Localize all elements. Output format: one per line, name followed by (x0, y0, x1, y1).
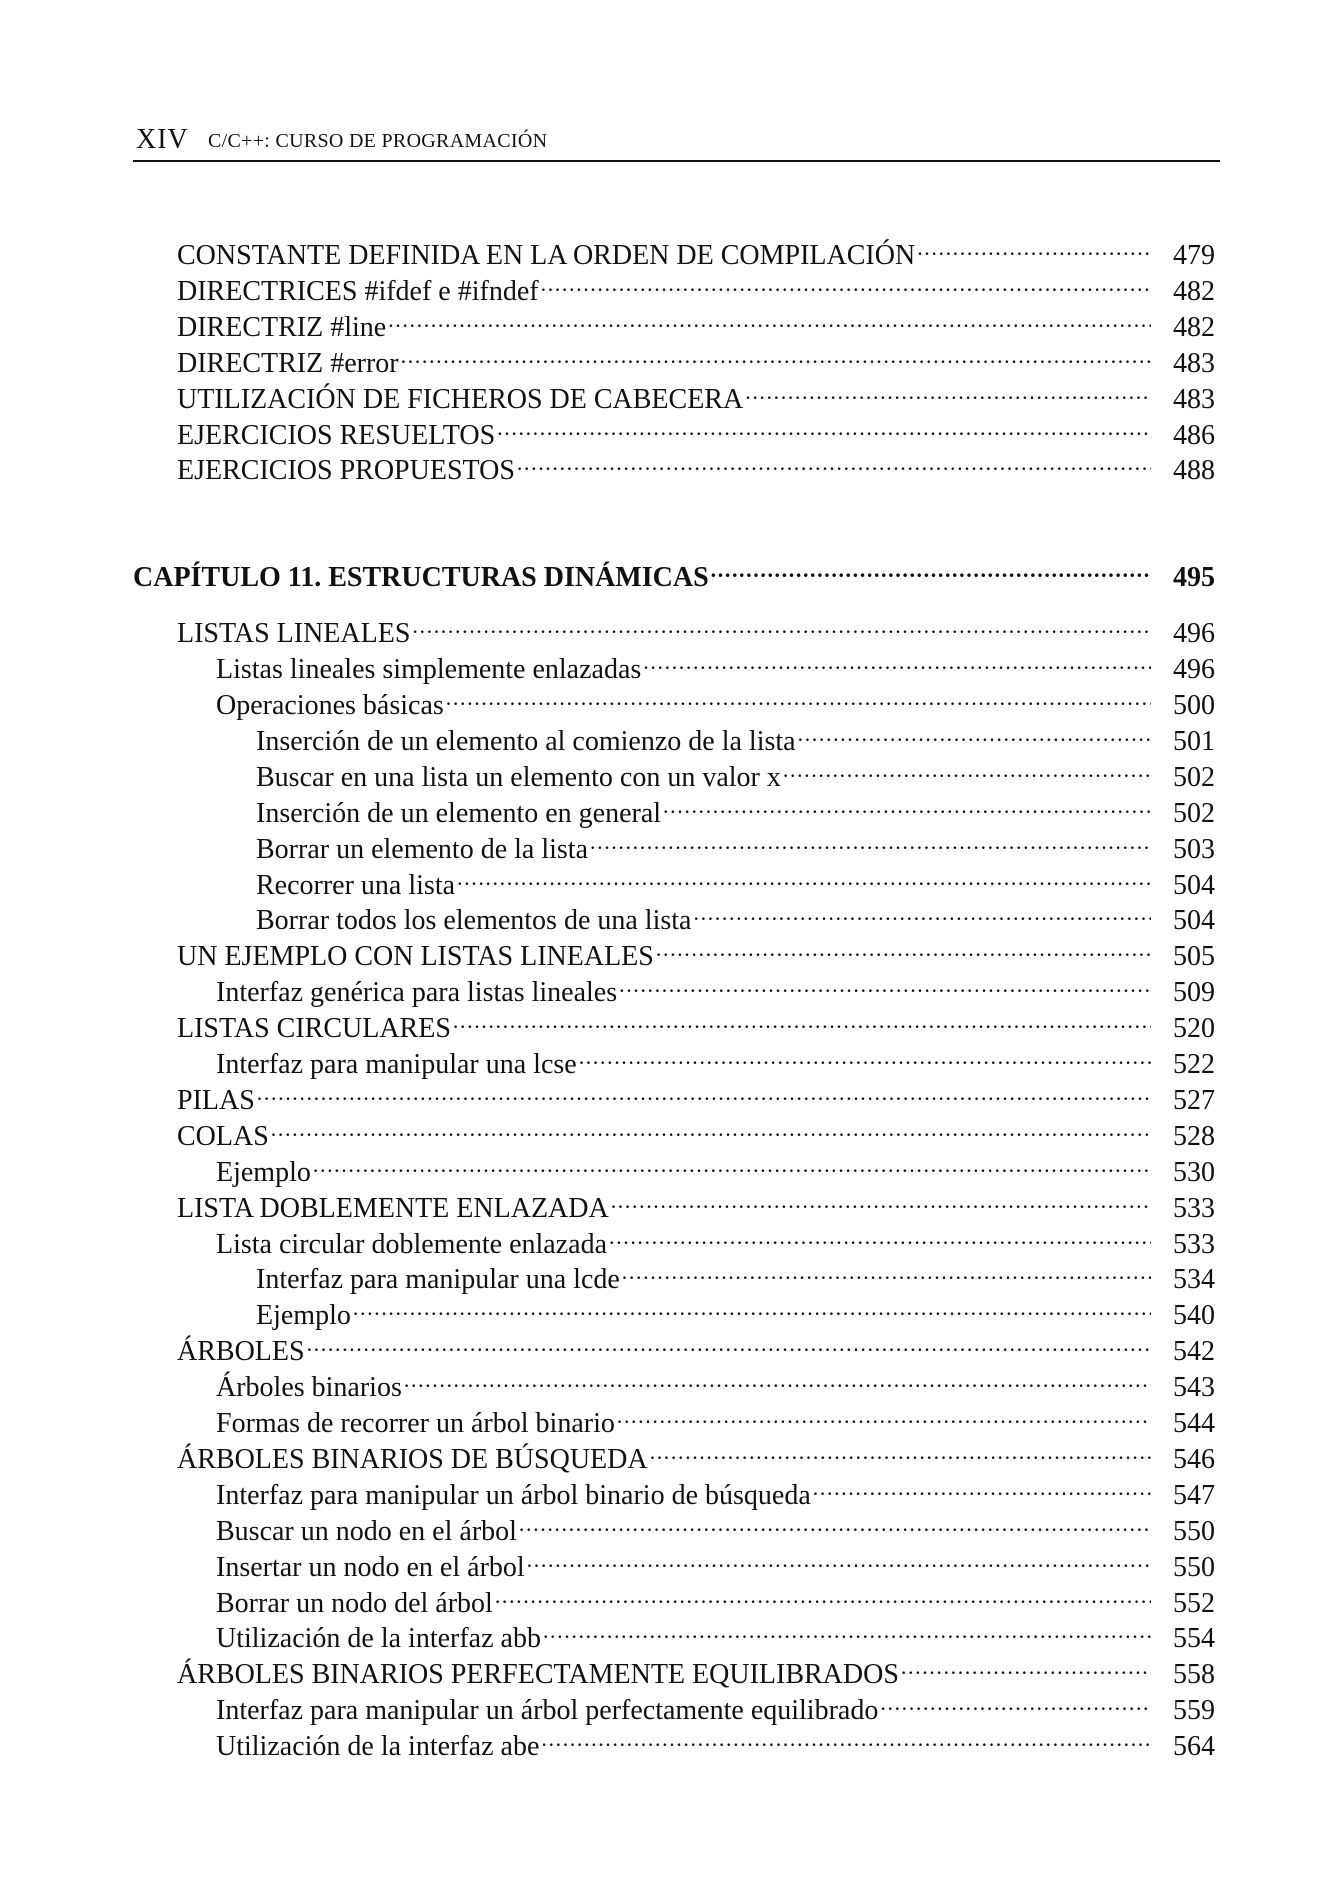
dot-leader (617, 1396, 1151, 1432)
dot-leader (497, 408, 1151, 444)
toc-entry (177, 228, 1215, 271)
toc-entry-page: 552 (1173, 1587, 1215, 1619)
toc-entry-title: Borrar un nodo del árbol (216, 1587, 493, 1619)
toc-entry-title: Borrar un elemento de la lista (256, 833, 588, 865)
toc-entry-page: 496 (1173, 618, 1215, 650)
toc-entry (216, 1719, 1215, 1763)
toc-entry (216, 642, 1215, 686)
toc-entry (216, 1504, 1215, 1547)
toc-entry-title: Interfaz para manipular un árbol perfectamente equilibrado (216, 1695, 879, 1727)
toc-entry-title: PILAS (177, 1084, 255, 1116)
dot-leader (453, 1001, 1151, 1037)
toc-entry (177, 1001, 1215, 1045)
toc-entry-title: Ejemplo (216, 1156, 311, 1188)
toc-entry (177, 606, 1215, 650)
toc-entry-title: Inserción de un elemento al comienzo de la lista (256, 725, 796, 757)
toc-entry-title: Formas de recorrer un árbol binario (216, 1408, 615, 1439)
toc-entry-title: EJERCICIOS RESUELTOS (177, 419, 496, 451)
dot-leader (798, 714, 1151, 750)
toc-entry-page: 486 (1173, 419, 1215, 451)
dot-leader (693, 893, 1151, 929)
dot-leader (656, 929, 1151, 965)
toc-entry-page: 520 (1173, 1013, 1215, 1045)
dot-leader (611, 1181, 1151, 1217)
toc-entry-page: 559 (1173, 1695, 1215, 1727)
dot-leader (643, 642, 1151, 678)
dot-leader (517, 443, 1151, 479)
toc-entry-page: 509 (1173, 977, 1215, 1009)
dot-leader (412, 606, 1151, 642)
toc-entry-page: 482 (1173, 311, 1215, 343)
toc-entry (216, 1611, 1215, 1655)
toc-entry-title: UN EJEMPLO CON LISTAS LINEALES (177, 941, 654, 973)
toc-entry-title: Ejemplo (256, 1300, 351, 1332)
toc-entry-page: 564 (1173, 1731, 1215, 1763)
toc-entry-page: 554 (1173, 1623, 1215, 1655)
dot-leader (388, 300, 1151, 336)
toc-entry-title: Interfaz genérica para listas lineales (216, 977, 618, 1009)
running-title: C/C++: CURSO DE PROGRAMACIÓN (208, 130, 548, 152)
toc-entry-page: 558 (1173, 1659, 1215, 1691)
toc-entry (177, 1647, 1215, 1691)
toc-entry-page: 504 (1173, 869, 1215, 901)
toc-entry-page: 502 (1173, 797, 1215, 829)
toc-entry-title: COLAS (177, 1120, 269, 1152)
toc-entry-page: 495 (1173, 562, 1215, 594)
toc-entry-title: CAPÍTULO 11. ESTRUCTURAS DINÁMICAS (133, 562, 709, 594)
toc-entry-page: 503 (1173, 833, 1215, 865)
dot-leader (711, 550, 1151, 586)
toc-entry-title: DIRECTRIZ #line (177, 311, 387, 343)
toc-entry-page: 534 (1173, 1264, 1215, 1296)
dot-leader (543, 1611, 1151, 1647)
toc-entry-page: 544 (1173, 1408, 1215, 1439)
toc-entry-page: 522 (1173, 1049, 1215, 1080)
toc-entry-title: Utilización de la interfaz abe (216, 1731, 540, 1763)
toc-entry-page: 547 (1173, 1479, 1215, 1511)
dot-leader (404, 1360, 1151, 1396)
toc-entry (216, 1468, 1215, 1511)
toc-entry-page: 528 (1173, 1120, 1215, 1152)
toc-entry-page: 483 (1173, 347, 1215, 379)
toc-entry-page: 488 (1173, 455, 1215, 487)
toc-entry (177, 1073, 1215, 1116)
dot-leader (880, 1683, 1151, 1719)
toc-entry-title: ÁRBOLES (177, 1336, 305, 1368)
toc-entry-title: Utilización de la interfaz abb (216, 1623, 541, 1655)
dot-leader (257, 1073, 1151, 1109)
dot-leader (457, 858, 1151, 894)
dot-leader (813, 1468, 1151, 1504)
dot-leader (901, 1647, 1151, 1683)
toc-entry-title: Interfaz para manipular una lcse (216, 1049, 577, 1080)
toc-entry-page: 533 (1173, 1228, 1215, 1260)
toc-entry-page: 550 (1173, 1515, 1215, 1547)
toc-entry-title: LISTA DOBLEMENTE ENLAZADA (177, 1192, 609, 1224)
dot-leader (541, 264, 1151, 300)
toc-entry-title: ÁRBOLES BINARIOS DE BÚSQUEDA (177, 1443, 648, 1475)
dot-leader (783, 750, 1151, 786)
toc-entry-title: ÁRBOLES BINARIOS PERFECTAMENTE EQUILIBRADOS (177, 1659, 899, 1691)
toc-entry-title: Borrar todos los elementos de una lista (256, 905, 692, 937)
toc-entry-title: Listas lineales simplemente enlazadas (216, 654, 642, 686)
dot-leader (622, 1252, 1151, 1288)
toc-entry-page: 479 (1173, 240, 1215, 271)
dot-leader (307, 1324, 1151, 1360)
toc-entry (177, 1181, 1215, 1224)
toc-entry-page: 482 (1173, 275, 1215, 307)
page-header (133, 118, 1220, 162)
toc-entry (177, 1324, 1215, 1368)
toc-entry (256, 786, 1215, 829)
chapter-heading (133, 550, 1215, 594)
toc-entry-page: 501 (1173, 725, 1215, 757)
toc-entry (177, 372, 1215, 415)
toc-entry (256, 893, 1215, 937)
toc-entry-title: LISTAS CIRCULARES (177, 1013, 451, 1045)
toc-entry (216, 1037, 1215, 1080)
toc-entry (216, 678, 1215, 721)
toc-entry-page: 530 (1173, 1156, 1215, 1188)
toc-entry (256, 1252, 1215, 1296)
dot-leader (579, 1037, 1151, 1073)
toc-entry-page: 543 (1173, 1372, 1215, 1404)
dot-leader (527, 1540, 1151, 1576)
toc-entry (216, 965, 1215, 1009)
toc-entry-page: 546 (1173, 1443, 1215, 1475)
toc-entry-title: Recorrer una lista (256, 869, 456, 901)
toc-entry (216, 1360, 1215, 1404)
dot-leader (917, 228, 1151, 264)
page-number: XIV (136, 124, 189, 155)
toc-entry-page: 527 (1173, 1084, 1215, 1116)
toc-entry-page: 483 (1173, 383, 1215, 415)
toc-entry-page: 505 (1173, 941, 1215, 973)
toc-entry (256, 822, 1215, 865)
toc-entry (216, 1217, 1215, 1260)
toc-entry-page: 496 (1173, 654, 1215, 686)
dot-leader (663, 786, 1151, 822)
toc-entry-title: Insertar un nodo en el árbol (216, 1551, 525, 1583)
dot-leader (650, 1432, 1151, 1468)
toc-entry-page: 542 (1173, 1336, 1215, 1368)
toc-entry-title: CONSTANTE DEFINIDA EN LA ORDEN DE COMPILACIÓN (177, 240, 916, 271)
toc-entry-page: 500 (1173, 690, 1215, 721)
toc-entry-page: 502 (1173, 761, 1215, 793)
toc-entry (216, 1396, 1215, 1439)
toc-entry (256, 714, 1215, 757)
toc-entry-page: 504 (1173, 905, 1215, 937)
dot-leader (495, 1576, 1151, 1612)
dot-leader (745, 372, 1151, 408)
dot-leader (353, 1288, 1151, 1324)
toc-entry-title: DIRECTRICES #ifdef e #ifndef (177, 275, 539, 307)
toc-entry-title: Interfaz para manipular un árbol binario de búsqueda (216, 1479, 811, 1511)
toc-entry (177, 336, 1215, 379)
dot-leader (541, 1719, 1151, 1755)
toc-entry (256, 750, 1215, 793)
toc-entry-title: LISTAS LINEALES (177, 618, 411, 650)
dot-leader (590, 822, 1151, 858)
toc-entry-page: 540 (1173, 1300, 1215, 1332)
dot-leader (313, 1145, 1151, 1181)
toc-entry (216, 1576, 1215, 1619)
toc-entry-title: Interfaz para manipular una lcde (256, 1264, 620, 1296)
dot-leader (519, 1504, 1151, 1540)
toc-entry-title: Inserción de un elemento en general (256, 797, 662, 829)
toc-entry-title: Buscar en una lista un elemento con un valor x (256, 761, 781, 793)
toc-entry (216, 1683, 1215, 1727)
toc-entry-title: EJERCICIOS PROPUESTOS (177, 455, 515, 487)
toc-entry (216, 1540, 1215, 1583)
toc-entry-title: Árboles binarios (216, 1372, 402, 1404)
toc-entry-title: DIRECTRIZ #error (177, 347, 399, 379)
toc-entry (177, 408, 1215, 451)
toc-entry (256, 858, 1215, 901)
dot-leader (619, 965, 1151, 1001)
toc-entry (177, 929, 1215, 973)
toc-entry (177, 1432, 1215, 1475)
dot-leader (401, 336, 1151, 372)
toc-entry-page: 550 (1173, 1551, 1215, 1583)
toc-entry-title: UTILIZACIÓN DE FICHEROS DE CABECERA (177, 383, 744, 415)
toc-entry-title: Lista circular doblemente enlazada (216, 1228, 608, 1260)
toc-entry-page: 533 (1173, 1192, 1215, 1224)
dot-leader (271, 1109, 1151, 1145)
toc-entry-title: Operaciones básicas (216, 690, 444, 721)
toc-entry (177, 300, 1215, 343)
toc-entry (256, 1288, 1215, 1332)
toc-entry (216, 1145, 1215, 1188)
toc-entry-title: Buscar un nodo en el árbol (216, 1515, 517, 1547)
toc-entry (177, 264, 1215, 307)
toc-entry (177, 443, 1215, 487)
dot-leader (446, 678, 1151, 714)
toc-entry (177, 1109, 1215, 1152)
dot-leader (609, 1217, 1151, 1253)
